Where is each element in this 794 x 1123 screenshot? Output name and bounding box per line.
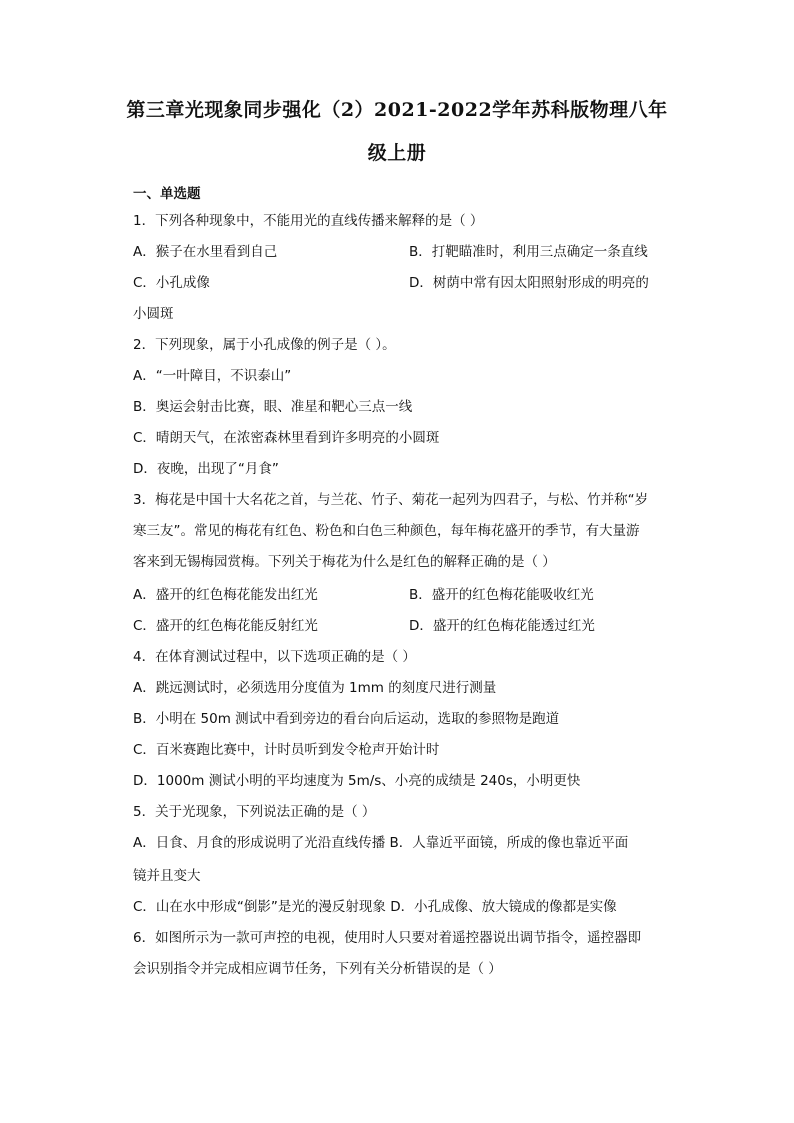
document-title-line-2: 级上册 [367, 142, 427, 164]
question-1-option-d-continued: 小圆斑 [133, 306, 174, 322]
question-3-option-b: B．盛开的红色梅花能吸收红光 [409, 587, 594, 603]
question-2-option-c: C．晴朗天气，在浓密森林里看到许多明亮的小圆斑 [133, 430, 440, 446]
question-3-stem-line-2: 寒三友”。常见的梅花有红色、粉色和白色三种颜色，每年梅花盛开的季节，有大量游 [133, 523, 640, 539]
question-3-stem-line-3: 客来到无锡梅园赏梅。下列关于梅花为什么是红色的解释正确的是（ ） [133, 554, 556, 570]
question-4-option-c: C．百米赛跑比赛中，计时员听到发令枪声开始计时 [133, 742, 440, 758]
question-4-option-b: B．小明在 50m 测试中看到旁边的看台向后运动，选取的参照物是跑道 [133, 711, 560, 727]
question-5-options-ab-continued: 镜并且变大 [133, 868, 201, 884]
question-3-option-a: A．盛开的红色梅花能发出红光 [133, 587, 318, 603]
question-2-stem: 2．下列现象，属于小孔成像的例子是（ ）。 [133, 337, 396, 353]
question-6-stem-line-1: 6．如图所示为一款可声控的电视，使用时人只要对着遥控器说出调节指令，遥控器即 [133, 930, 642, 946]
question-2-option-a: A．“一叶障目，不识泰山” [133, 368, 292, 384]
section-header: 一、单选题 [133, 186, 201, 202]
question-1-option-d: D．树荫中常有因太阳照射形成的明亮的 [409, 275, 649, 291]
question-1-option-a: A．猴子在水里看到自己 [133, 244, 278, 260]
question-1-option-b: B．打靶瞄准时，利用三点确定一条直线 [409, 244, 648, 260]
question-3-stem-line-1: 3．梅花是中国十大名花之首，与兰花、竹子、菊花一起列为四君子，与松、竹并称“岁 [133, 492, 649, 508]
document-title-line-1: 第三章光现象同步强化（2）2021-2022学年苏科版物理八年 [126, 99, 668, 121]
question-3-option-c: C．盛开的红色梅花能反射红光 [133, 618, 318, 634]
question-4-stem: 4．在体育测试过程中，以下选项正确的是（ ） [133, 649, 416, 665]
question-5-stem: 5．关于光现象，下列说法正确的是（ ） [133, 804, 376, 820]
question-4-option-d: D．1000m 测试小明的平均速度为 5m/s、小亮的成绩是 240s，小明更快 [133, 773, 581, 789]
question-6-stem-line-2: 会识别指令并完成相应调节任务，下列有关分析错误的是（ ） [133, 961, 502, 977]
question-5-options-cd: C．山在水中形成“倒影”是光的漫反射现象 D．小孔成像、放大镜成的像都是实像 [133, 899, 617, 915]
question-1-stem: 1．下列各种现象中，不能用光的直线传播来解释的是（ ） [133, 213, 484, 229]
question-2-option-b: B．奥运会射击比赛，眼、准星和靶心三点一线 [133, 399, 413, 415]
question-3-option-d: D．盛开的红色梅花能透过红光 [409, 618, 595, 634]
question-1-option-c: C．小孔成像 [133, 275, 210, 291]
question-4-option-a: A．跳远测试时，必须选用分度值为 1mm 的刻度尺进行测量 [133, 680, 497, 696]
question-2-option-d: D．夜晚，出现了“月食” [133, 461, 279, 477]
question-5-options-ab: A．日食、月食的形成说明了光沿直线传播 B．人靠近平面镜，所成的像也靠近平面 [133, 835, 629, 851]
